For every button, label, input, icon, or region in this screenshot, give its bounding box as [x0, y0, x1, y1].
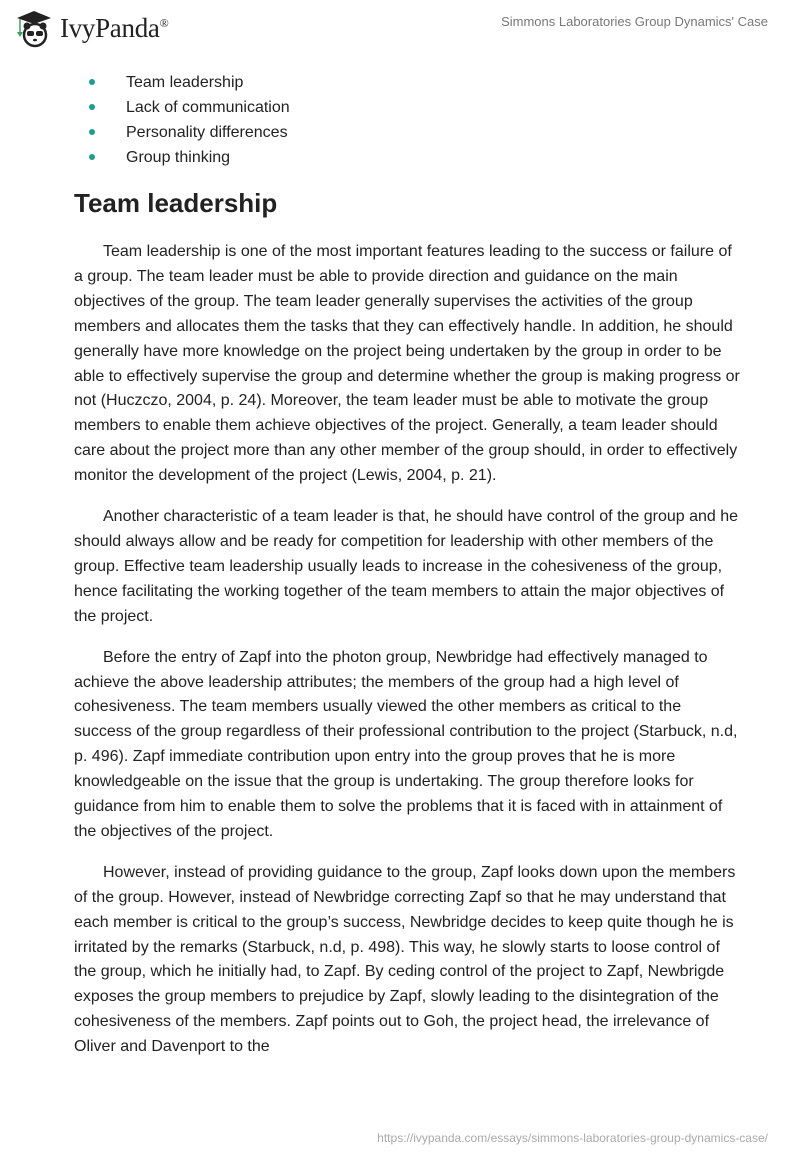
ivypanda-logo[interactable]: [14, 8, 168, 48]
panda-graduate-icon: [14, 8, 54, 48]
paragraph: Team leadership is one of the most important features leading to the success or failure of a group. The team leader must be able to provide direction and guidance on the main objectives of the group. The team leader generally supervises the activities of the group members and allocates them the tasks that they can effectively handle. In addition, he should generally have more knowledge on the project being undertaken by the group in order to be able to effectively supervise the group and determine whether the group is making progress or not (Huczczo, 2004, p. 24). Moreover, the team leader must be able to motivate the group members to enable them achieve objectives of the project. Generally, a team leader should care about the project more than any other member of the group should, in order to effectively monitor the development of the project (Lewis, 2004, p. 21).: [74, 243, 740, 485]
page-url[interactable]: https://ivypanda.com/essays/simmons-laboratories-group-dynamics-case/: [377, 1131, 768, 1145]
bullet-icon: [89, 79, 95, 85]
paragraph: Another characteristic of a team leader is that, he should have control of the group and he should always allow and be ready for competition for leadership with other members of the group. Effective team leadership usually leads to increase in the cohesiveness of the group, hence facilitating the working together of the team members to attain the major objectives of the project.: [74, 508, 739, 625]
bullet-icon: [89, 104, 95, 110]
list-item: Lack of communication: [74, 97, 290, 122]
logo-text: IvyPanda®: [60, 12, 169, 43]
document-title: Simmons Laboratories Group Dynamics' Case: [501, 14, 768, 29]
topic-list: [74, 72, 290, 172]
paragraph: Before the entry of Zapf into the photon group, Newbridge had effectively managed to achieve the above leadership attributes; the members of the group had a high level of cohesiveness. The team members usually viewed the other members as critical to the success of the group regardless of their professional contribution to the project (Starbuck, n.d, p. 496). Zapf immediate contribution upon entry into the group proves that he is more knowledgeable on the issue that the group is undertaking. The group therefore looks for guidance from him to enable them to solve the problems that it is faced with in attainment of the objectives of the project.: [74, 648, 738, 840]
list-item: Personality differences: [74, 122, 290, 147]
section-heading: Team leadership: [74, 188, 278, 218]
section-body: [74, 240, 740, 1076]
list-item: Group thinking: [74, 147, 290, 172]
list-item: Team leadership: [74, 72, 290, 97]
bullet-icon: [89, 129, 95, 135]
paragraph: However, instead of providing guidance to the group, Zapf looks down upon the members of the group. However, instead of Newbridge correcting Zapf so that he may understand that each member is critical to the group’s success, Newbridge decides to keep quite though he is irritated by the remarks (Starbuck, n.d, p. 498). This way, he slowly starts to loose control of the group, which he initially had, to Zapf. By ceding control of the project to Zapf, Newbrigde exposes the group members to prejudice by Zapf, slowly leading to the disintegration of the cohesiveness of the members. Zapf points out to Goh, the project head, the irrelevance of Oliver and Davenport to the: [74, 863, 736, 1056]
bullet-icon: [89, 154, 95, 160]
